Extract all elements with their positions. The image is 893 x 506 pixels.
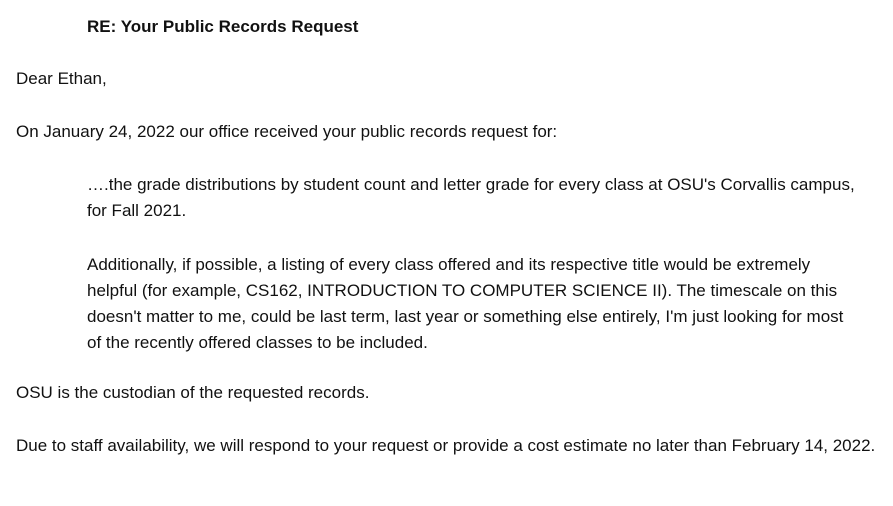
quoted-request-paragraph-2: Additionally, if possible, a listing of every class offered and its respective title would be extremely helpful (for example, CS162, INTRODUCTION TO COMPUTER SCIENCE II). The timescale on this doesn't matter to me, could be last term, last year or something else entirely, I'm just looking for most of the recently offered classes to be included.	[87, 255, 844, 352]
salutation: Dear Ethan,	[16, 69, 107, 88]
quoted-request-paragraph-1: ….the grade distributions by student count and letter grade for every class at OSU's Corvallis campus, for Fall 2021.	[87, 175, 855, 220]
custodian-paragraph: OSU is the custodian of the requested records.	[16, 383, 370, 402]
received-paragraph: On January 24, 2022 our office received your public records request for:	[16, 122, 558, 141]
subject-line: RE: Your Public Records Request	[87, 17, 359, 36]
response-deadline-paragraph: Due to staff availability, we will respond to your request or provide a cost estimate no later than February 14, 2022.	[16, 436, 876, 455]
